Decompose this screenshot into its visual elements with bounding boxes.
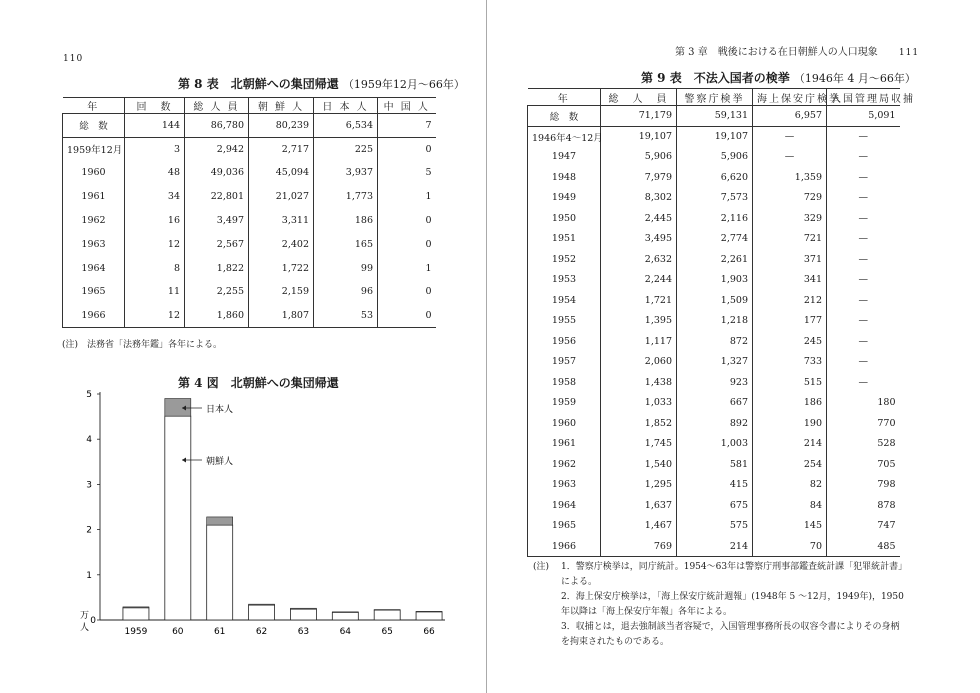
table8-cell: 99 bbox=[314, 256, 378, 280]
table9-cell: — bbox=[827, 167, 900, 188]
table9-cell: 1,359 bbox=[753, 167, 827, 188]
table9-row bbox=[528, 126, 900, 147]
y-tick-label: 1 bbox=[86, 570, 92, 581]
table9-cell: 1952 bbox=[528, 249, 601, 270]
table8-row bbox=[63, 304, 436, 328]
table9-cell: 2,116 bbox=[677, 208, 753, 229]
table9-cell: 1,295 bbox=[601, 475, 677, 496]
table8-row bbox=[63, 280, 436, 304]
table8-total-row bbox=[63, 114, 436, 138]
table9-cell: 総 数 bbox=[528, 106, 601, 127]
table9-cell: 1964 bbox=[528, 495, 601, 516]
table8-cell: 53 bbox=[314, 304, 378, 328]
table9-cell: 6,620 bbox=[677, 167, 753, 188]
table9-header-3: 海上保安庁検挙 bbox=[753, 89, 827, 106]
table9-cell: 872 bbox=[677, 331, 753, 352]
table8-caption bbox=[178, 75, 465, 92]
table9-row bbox=[528, 434, 900, 455]
table9-cell: 2,261 bbox=[677, 249, 753, 270]
table9-row bbox=[528, 536, 900, 557]
table9-cell: 1,117 bbox=[601, 331, 677, 352]
table9-row bbox=[528, 229, 900, 250]
table8-cell: 0 bbox=[378, 209, 436, 233]
bar-korean-65 bbox=[374, 610, 400, 620]
table9-cell: 214 bbox=[677, 536, 753, 557]
table9-cell: — bbox=[827, 126, 900, 147]
table9 bbox=[527, 88, 915, 557]
table9-cell: 3,495 bbox=[601, 229, 677, 250]
table9-cell: — bbox=[827, 270, 900, 291]
table9-cell: 84 bbox=[753, 495, 827, 516]
table9-cell: 1946年4～12月 bbox=[528, 126, 601, 147]
table9-row bbox=[528, 188, 900, 209]
table9-row bbox=[528, 516, 900, 537]
table9-cell: 733 bbox=[753, 352, 827, 373]
table8-cell: 21,027 bbox=[249, 185, 314, 209]
table8-cell: 2,942 bbox=[185, 137, 249, 161]
table9-cell: 1956 bbox=[528, 331, 601, 352]
table9-cell: 1,721 bbox=[601, 290, 677, 311]
table9-cell: — bbox=[827, 352, 900, 373]
table8-cell: 2,567 bbox=[185, 232, 249, 256]
table9-cell: 1,438 bbox=[601, 372, 677, 393]
table9-header-2: 警察庁検挙 bbox=[677, 89, 753, 106]
table9-cell: — bbox=[827, 331, 900, 352]
x-tick-label-65: 65 bbox=[381, 627, 393, 637]
table9-cell: 1,903 bbox=[677, 270, 753, 291]
table9-cell: — bbox=[827, 229, 900, 250]
table9-cell: 515 bbox=[753, 372, 827, 393]
table9-cell: 729 bbox=[753, 188, 827, 209]
y-tick-label: 5 bbox=[86, 390, 92, 400]
table9-cell: 878 bbox=[827, 495, 900, 516]
table8-row bbox=[63, 232, 436, 256]
table8-cell: 48 bbox=[125, 161, 185, 185]
table9-cell: 254 bbox=[753, 454, 827, 475]
table8-cell: 6,534 bbox=[314, 114, 378, 138]
table9-cell: 798 bbox=[827, 475, 900, 496]
table9-cell: — bbox=[827, 311, 900, 332]
bar-korean-66 bbox=[416, 612, 442, 620]
table8-cell: 1,722 bbox=[249, 256, 314, 280]
table9-cell: 770 bbox=[827, 413, 900, 434]
table9-cell: 1959 bbox=[528, 393, 601, 414]
bar-korean-60 bbox=[165, 416, 191, 620]
table8-cell: 1963 bbox=[63, 232, 125, 256]
table8-cell: 1960 bbox=[63, 161, 125, 185]
table9-cell: 1963 bbox=[528, 475, 601, 496]
table9-cell: 769 bbox=[601, 536, 677, 557]
bar-japanese-63 bbox=[290, 608, 316, 609]
x-tick-label-66: 66 bbox=[423, 627, 435, 637]
table9-caption bbox=[641, 69, 916, 86]
table8-cell: 1965 bbox=[63, 280, 125, 304]
table9-cell: 190 bbox=[753, 413, 827, 434]
table8-range: （1959年12月～66年） bbox=[342, 78, 465, 91]
table9-cell: 892 bbox=[677, 413, 753, 434]
table9-note-list bbox=[561, 560, 908, 650]
table9-cell: 1,509 bbox=[677, 290, 753, 311]
legend-japanese-label: 日本人 bbox=[206, 405, 234, 415]
table8-cell: 総 数 bbox=[63, 114, 125, 138]
table9-cell: 923 bbox=[677, 372, 753, 393]
figure4-caption: 第 4 図 北朝鮮への集団帰還 bbox=[178, 376, 339, 390]
table9-cell: — bbox=[753, 147, 827, 168]
table9-cell: 1,327 bbox=[677, 352, 753, 373]
table9-cell: 1965 bbox=[528, 516, 601, 537]
table8-cell: 45,094 bbox=[249, 161, 314, 185]
table9-row bbox=[528, 352, 900, 373]
table8-row bbox=[63, 185, 436, 209]
table8-cell: 1959年12月 bbox=[63, 137, 125, 161]
bar-korean-1959 bbox=[123, 608, 149, 620]
table8-cell: 3,311 bbox=[249, 209, 314, 233]
y-tick-label: 3 bbox=[86, 480, 92, 491]
table9-cell: 1951 bbox=[528, 229, 601, 250]
legend-korean-label: 朝鮮人 bbox=[206, 457, 234, 467]
table9-note-3: 3．収捕とは，退去強制該当者容疑で，入国管理事務所長の収容令書によりその身柄を拘束されたものである。 bbox=[561, 622, 900, 647]
table9-cell: 329 bbox=[753, 208, 827, 229]
table9-cell: 2,774 bbox=[677, 229, 753, 250]
table9-cell: 8,302 bbox=[601, 188, 677, 209]
table8-header-0: 年 bbox=[63, 98, 125, 114]
table9-cell: — bbox=[827, 208, 900, 229]
table8-row bbox=[63, 137, 436, 161]
table8-title: 第 8 表 北朝鮮への集団帰還 bbox=[178, 77, 339, 91]
table8-cell: 0 bbox=[378, 280, 436, 304]
table9-row bbox=[528, 331, 900, 352]
table9-note-1: 1．警察庁検挙は，同庁統計。1954～63年は警察庁刑事部鑑査統計課「犯罪統計書」による。 bbox=[561, 562, 908, 587]
table9-cell: — bbox=[827, 290, 900, 311]
table8-cell: 11 bbox=[125, 280, 185, 304]
table9-cell: 1949 bbox=[528, 188, 601, 209]
table9-note-2: 2．海上保安庁検挙は，「海上保安庁統計週報」(1948年 5 ～12月，1949年)，1950年以降は「海上保安庁年報」各年による。 bbox=[561, 592, 904, 617]
table9-cell: 82 bbox=[753, 475, 827, 496]
figure4-chart bbox=[60, 388, 480, 643]
table9-cell: 245 bbox=[753, 331, 827, 352]
y-tick-label: 2 bbox=[86, 525, 92, 536]
table8-cell: 225 bbox=[314, 137, 378, 161]
table9-cell: 1958 bbox=[528, 372, 601, 393]
table9-cell: 575 bbox=[677, 516, 753, 537]
table9-cell: 528 bbox=[827, 434, 900, 455]
table9-cell: 7,979 bbox=[601, 167, 677, 188]
table9-cell: 70 bbox=[753, 536, 827, 557]
table9-cell: 1,745 bbox=[601, 434, 677, 455]
table8-cell: 12 bbox=[125, 304, 185, 328]
table9-cell: 1954 bbox=[528, 290, 601, 311]
y-unit-nin: 人 bbox=[80, 623, 90, 633]
x-tick-label-60: 60 bbox=[172, 627, 184, 637]
table9-cell: 1,467 bbox=[601, 516, 677, 537]
table8-cell: 34 bbox=[125, 185, 185, 209]
table8-cell: 7 bbox=[378, 114, 436, 138]
table9-cell: 186 bbox=[753, 393, 827, 414]
table9-cell: 1961 bbox=[528, 434, 601, 455]
table9-cell: 675 bbox=[677, 495, 753, 516]
table8-cell: 96 bbox=[314, 280, 378, 304]
table9-cell: 1950 bbox=[528, 208, 601, 229]
table8-cell: 1 bbox=[378, 185, 436, 209]
table9-cell: 1948 bbox=[528, 167, 601, 188]
table8-cell: 3,497 bbox=[185, 209, 249, 233]
table9-cell: — bbox=[827, 249, 900, 270]
table9-cell: 371 bbox=[753, 249, 827, 270]
y-unit-man: 万 bbox=[80, 611, 90, 621]
table8-cell: 0 bbox=[378, 304, 436, 328]
table9-cell: 2,632 bbox=[601, 249, 677, 270]
table8-row bbox=[63, 209, 436, 233]
table9-cell: 1,395 bbox=[601, 311, 677, 332]
table8-header-5: 中 国 人 bbox=[378, 98, 436, 114]
table9-cell: 705 bbox=[827, 454, 900, 475]
table8-cell: 49,036 bbox=[185, 161, 249, 185]
table9-row bbox=[528, 249, 900, 270]
table9-cell: 1,540 bbox=[601, 454, 677, 475]
table9-cell: 6,957 bbox=[753, 106, 827, 127]
table9-cell: — bbox=[827, 147, 900, 168]
table9-cell: 5,091 bbox=[827, 106, 900, 127]
table9-cell: 1966 bbox=[528, 536, 601, 557]
table8-cell: 1,807 bbox=[249, 304, 314, 328]
table8-row bbox=[63, 256, 436, 280]
table9-cell: 2,244 bbox=[601, 270, 677, 291]
bar-korean-63 bbox=[290, 609, 316, 620]
table9-note-label: (注) bbox=[533, 562, 550, 572]
table9-row bbox=[528, 208, 900, 229]
y-tick-label: 4 bbox=[86, 435, 92, 446]
table9-cell: 177 bbox=[753, 311, 827, 332]
table8-note: (注) 法務省「法務年鑑」各年による。 bbox=[62, 340, 223, 350]
table9-total-row bbox=[528, 106, 900, 127]
table8-cell: 22,801 bbox=[185, 185, 249, 209]
table8-cell: 2,402 bbox=[249, 232, 314, 256]
x-tick-label-61: 61 bbox=[213, 627, 226, 637]
table9-header-0: 年 bbox=[528, 89, 601, 106]
table9-cell: 2,445 bbox=[601, 208, 677, 229]
table9-cell: 747 bbox=[827, 516, 900, 537]
table9-header-1: 総 人 員 bbox=[601, 89, 677, 106]
table9-cell: 5,906 bbox=[677, 147, 753, 168]
table9-cell: 1,218 bbox=[677, 311, 753, 332]
table9-cell: 485 bbox=[827, 536, 900, 557]
table9-cell: 581 bbox=[677, 454, 753, 475]
table8-header-3: 朝 鮮 人 bbox=[249, 98, 314, 114]
right-page-number: 111 bbox=[898, 48, 920, 58]
table8-cell: 2,159 bbox=[249, 280, 314, 304]
table8-cell: 2,255 bbox=[185, 280, 249, 304]
table9-cell: 1957 bbox=[528, 352, 601, 373]
bar-japanese-61 bbox=[207, 517, 233, 525]
table9-cell: 1955 bbox=[528, 311, 601, 332]
table9-cell: 214 bbox=[753, 434, 827, 455]
table9-cell: 212 bbox=[753, 290, 827, 311]
table9-row bbox=[528, 475, 900, 496]
table9-row bbox=[528, 413, 900, 434]
table8-cell: 1966 bbox=[63, 304, 125, 328]
table8-cell: 1964 bbox=[63, 256, 125, 280]
table8-header-2: 総 人 員 bbox=[185, 98, 249, 114]
bar-japanese-60 bbox=[165, 399, 191, 417]
table8-cell: 1,773 bbox=[314, 185, 378, 209]
table9-cell: 2,060 bbox=[601, 352, 677, 373]
table8-cell: 1962 bbox=[63, 209, 125, 233]
table9-row bbox=[528, 290, 900, 311]
table9-title: 第 9 表 不法入国者の検挙 bbox=[641, 71, 790, 85]
table8-cell: 3 bbox=[125, 137, 185, 161]
table8-cell: 1,822 bbox=[185, 256, 249, 280]
right-page-header bbox=[675, 43, 919, 58]
x-tick-label-63: 63 bbox=[297, 627, 310, 637]
table9-row bbox=[528, 167, 900, 188]
table9-cell: 1,852 bbox=[601, 413, 677, 434]
table9-cell: 1,637 bbox=[601, 495, 677, 516]
table9-row bbox=[528, 270, 900, 291]
table9-cell: 1953 bbox=[528, 270, 601, 291]
table9-cell: 71,179 bbox=[601, 106, 677, 127]
table9-cell: 721 bbox=[753, 229, 827, 250]
table8-cell: 16 bbox=[125, 209, 185, 233]
table9-cell: 5,906 bbox=[601, 147, 677, 168]
table8-cell: 0 bbox=[378, 137, 436, 161]
table9-cell: 1960 bbox=[528, 413, 601, 434]
bar-korean-64 bbox=[332, 612, 358, 620]
table8-cell: 0 bbox=[378, 232, 436, 256]
table9-cell: 1,003 bbox=[677, 434, 753, 455]
table8-header-4: 日 本 人 bbox=[314, 98, 378, 114]
chapter-header: 第 3 章 戦後における在日朝鮮人の人口現象 bbox=[675, 47, 878, 58]
table9-row bbox=[528, 393, 900, 414]
table9-row bbox=[528, 311, 900, 332]
table9-cell: 415 bbox=[677, 475, 753, 496]
x-tick-label-1959: 1959 bbox=[124, 627, 148, 637]
table9-row bbox=[528, 147, 900, 168]
table9-cell: 341 bbox=[753, 270, 827, 291]
bar-japanese-1959 bbox=[123, 607, 149, 608]
table9-cell: 1962 bbox=[528, 454, 601, 475]
table9-cell: 19,107 bbox=[677, 126, 753, 147]
table9-range: （1946年 4 月～66年） bbox=[793, 72, 916, 85]
table9-row bbox=[528, 454, 900, 475]
table8-row bbox=[63, 161, 436, 185]
table8 bbox=[62, 97, 436, 328]
table8-cell: 144 bbox=[125, 114, 185, 138]
table8-cell: 8 bbox=[125, 256, 185, 280]
left-page-number: 110 bbox=[63, 54, 84, 64]
table9-cell: — bbox=[753, 126, 827, 147]
bar-japanese-62 bbox=[249, 604, 275, 605]
table8-cell: 1 bbox=[378, 256, 436, 280]
bar-korean-61 bbox=[207, 525, 233, 620]
table9-cell: — bbox=[827, 188, 900, 209]
table8-cell: 186 bbox=[314, 209, 378, 233]
y-tick-label-0: 0 bbox=[90, 616, 96, 626]
table9-row bbox=[528, 372, 900, 393]
table9-cell: 1,033 bbox=[601, 393, 677, 414]
table8-cell: 86,780 bbox=[185, 114, 249, 138]
table8-cell: 12 bbox=[125, 232, 185, 256]
x-tick-label-62: 62 bbox=[255, 627, 268, 637]
table8-cell: 80,239 bbox=[249, 114, 314, 138]
table9-header-4: 入国管理局収捕 bbox=[827, 89, 900, 106]
table8-cell: 5 bbox=[378, 161, 436, 185]
bar-korean-62 bbox=[249, 605, 275, 620]
table9-row bbox=[528, 495, 900, 516]
table9-cell: — bbox=[827, 372, 900, 393]
page-gutter bbox=[486, 0, 487, 693]
x-tick-label-64: 64 bbox=[339, 627, 352, 637]
table9-cell: 59,131 bbox=[677, 106, 753, 127]
table8-cell: 3,937 bbox=[314, 161, 378, 185]
table8-header-1: 回 数 bbox=[125, 98, 185, 114]
table9-cell: 1947 bbox=[528, 147, 601, 168]
table8-cell: 1,860 bbox=[185, 304, 249, 328]
table8-cell: 165 bbox=[314, 232, 378, 256]
table9-cell: 7,573 bbox=[677, 188, 753, 209]
table9-cell: 19,107 bbox=[601, 126, 677, 147]
table9-cell: 667 bbox=[677, 393, 753, 414]
table9-cell: 180 bbox=[827, 393, 900, 414]
table8-cell: 2,717 bbox=[249, 137, 314, 161]
table8-cell: 1961 bbox=[63, 185, 125, 209]
table9-cell: 145 bbox=[753, 516, 827, 537]
